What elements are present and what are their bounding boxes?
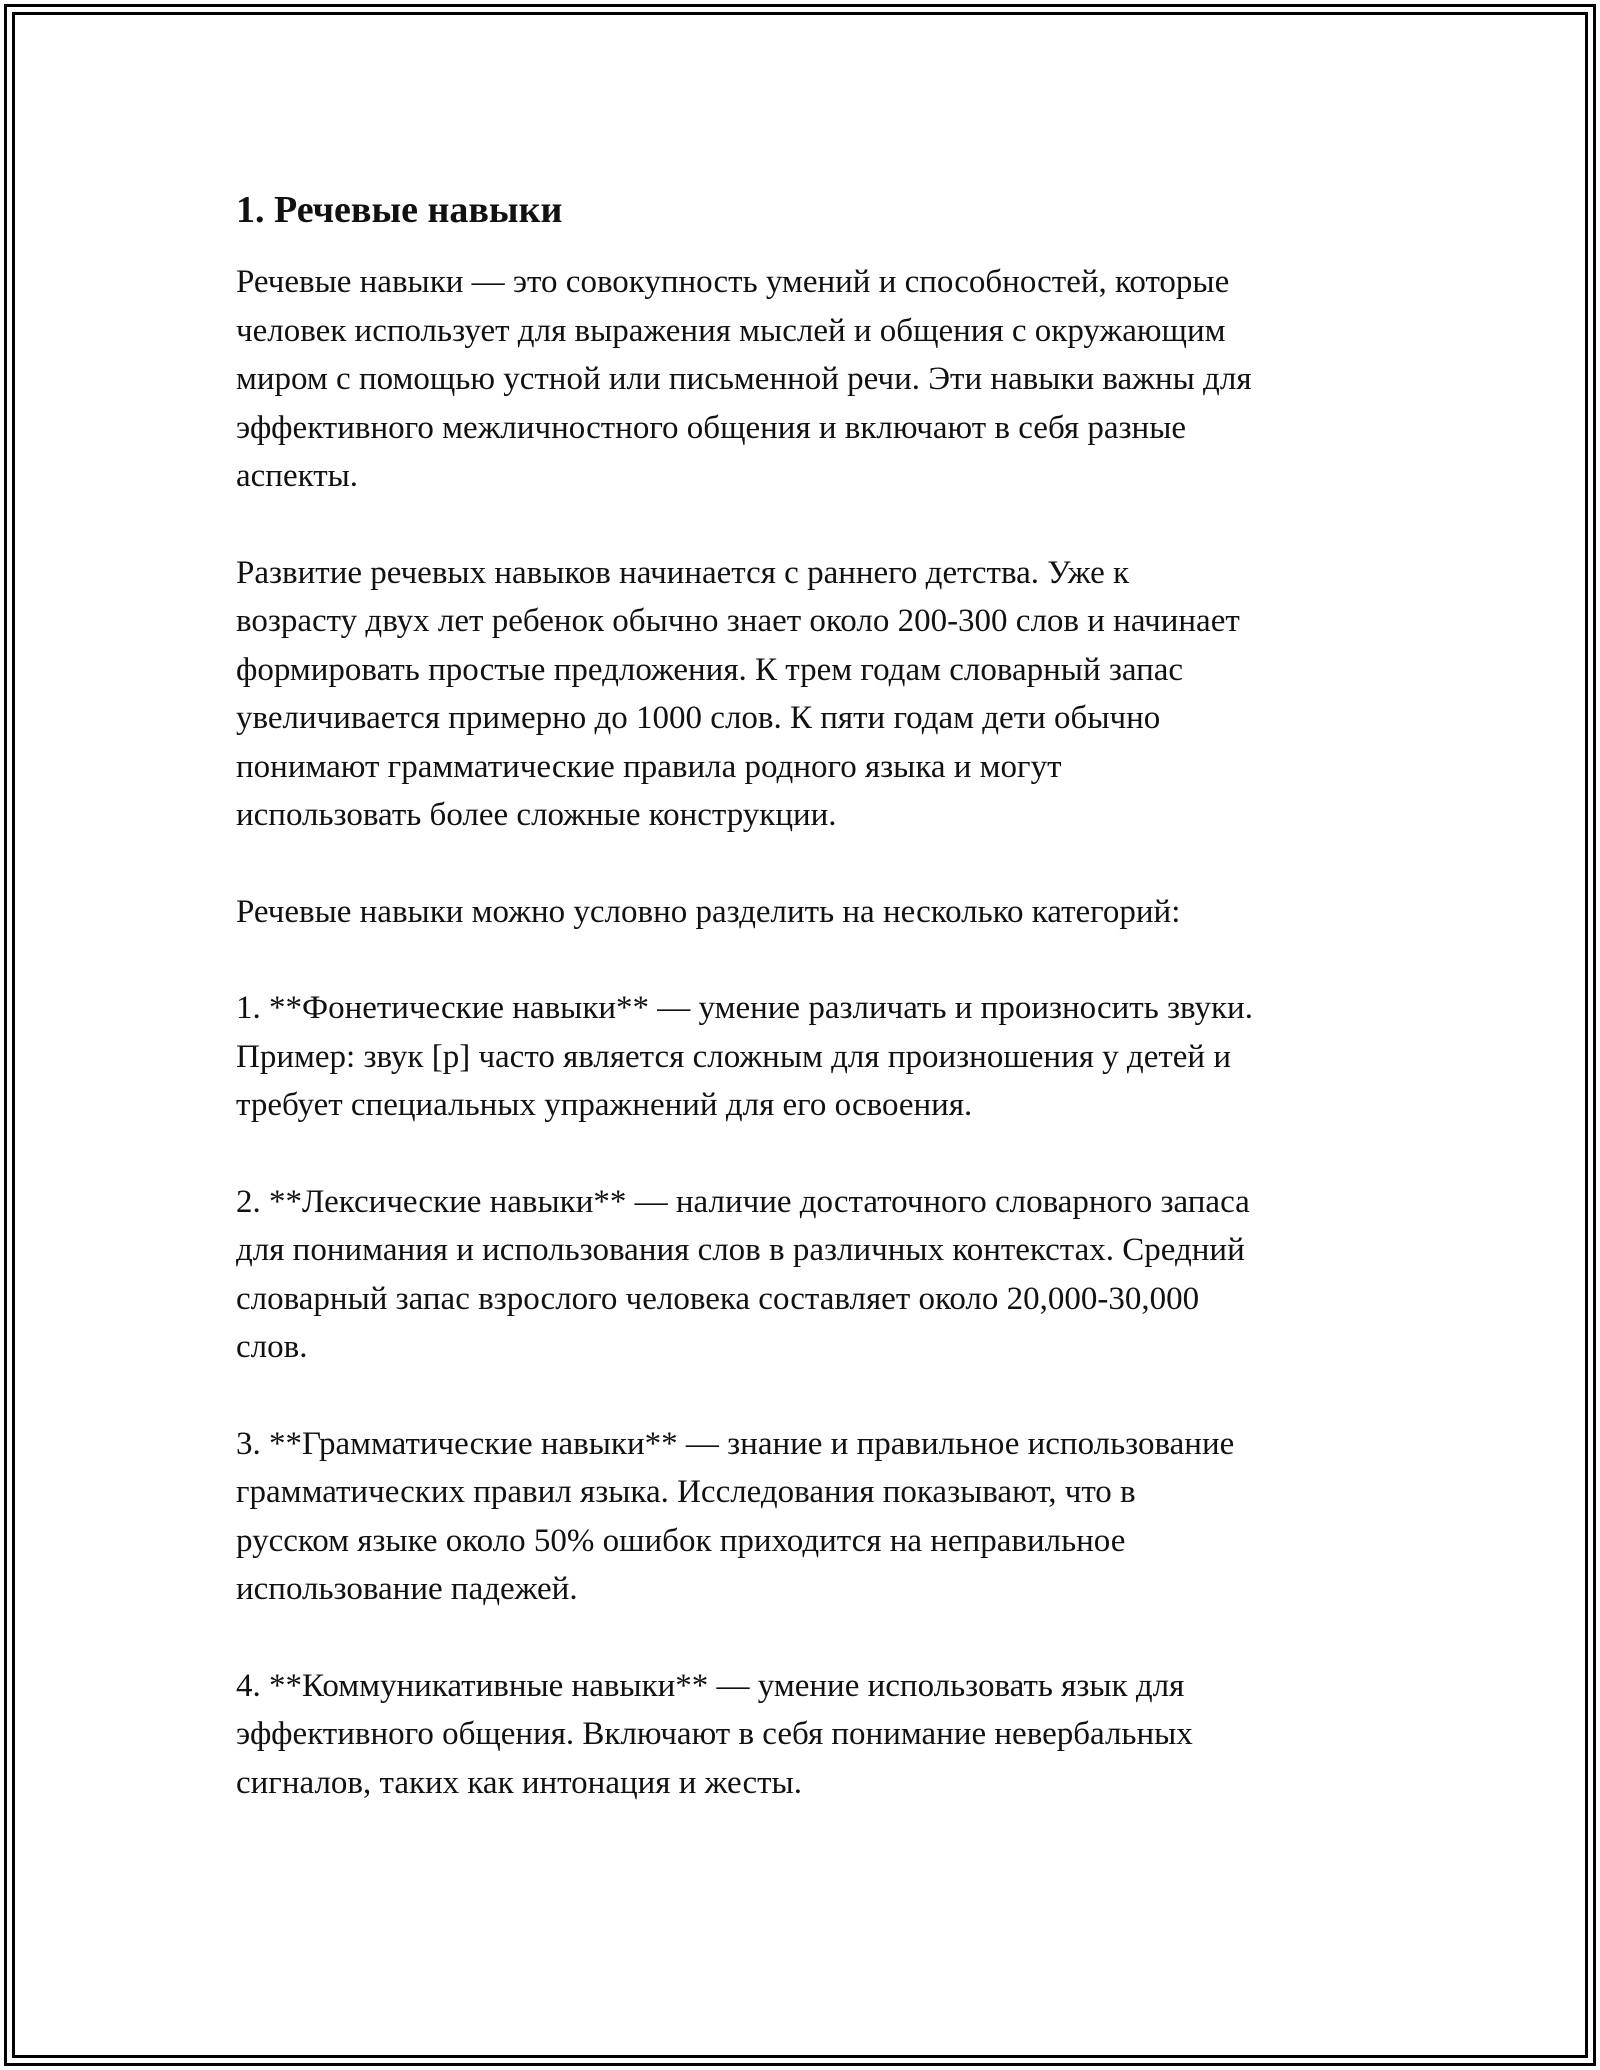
text-line: человек использует для выражения мыслей и общения с окружающим — [236, 312, 1226, 349]
text-line: миром с помощью устной или письменной речи. Эти навыки важны для — [236, 361, 1252, 397]
text-line: 1. **Фонетические навыки** — умение различать и произносить звуки. — [236, 990, 1253, 1026]
text-line: сигналов, таких как интонация и жесты. — [236, 1764, 802, 1801]
text-line: формировать простые предложения. К трем годам словарный запас — [236, 651, 1184, 688]
text-line: Пример: звук [р] часто является сложным для произношения у детей и — [236, 1038, 1231, 1075]
text-line: 4. **Коммуникативные навыки** — умение использовать язык для — [236, 1667, 1185, 1704]
text-line: словарный запас взрослого человека составляет около 20,000-30,000 — [236, 1280, 1200, 1317]
text-line: требует специальных упражнений для его освоения. — [236, 1087, 973, 1123]
text-line: эффективного межличностного общения и включают в себя разные — [236, 409, 1187, 446]
document-body — [236, 186, 1376, 1855]
section-heading: 1. Речевые навыки — [236, 189, 563, 231]
list-item-communicative — [236, 1662, 1376, 1808]
text-line: Речевые навыки можно условно разделить на несколько категорий: — [236, 893, 1181, 930]
text-line: использование падежей. — [236, 1571, 578, 1607]
paragraph-categories-intro — [236, 888, 1376, 937]
list-item-lexical — [236, 1178, 1376, 1372]
text-line: понимают грамматические правила родного языка и могут — [236, 748, 1062, 785]
text-line: русском языке около 50% ошибок приходится на неправильное — [236, 1522, 1126, 1559]
text-line: аспекты. — [236, 458, 359, 494]
text-line: Речевые навыки — это совокупность умений и способностей, которые — [236, 264, 1230, 300]
text-line: использовать более сложные конструкции. — [236, 797, 837, 833]
text-line: 3. **Грамматические навыки** — знание и правильное использование — [236, 1425, 1235, 1462]
paragraph-definition — [236, 258, 1376, 501]
text-line: Развитие речевых навыков начинается с раннего детства. Уже к — [236, 554, 1130, 591]
text-line: грамматических правил языка. Исследования показывают, что в — [236, 1474, 1136, 1510]
text-line: 2. **Лексические навыки** — наличие достаточного словарного запаса — [236, 1183, 1250, 1220]
list-item-phonetic — [236, 984, 1376, 1130]
text-line: увеличивается примерно до 1000 слов. К пяти годам дети обычно — [236, 700, 1161, 736]
text-line: слов. — [236, 1329, 308, 1365]
text-line: эффективного общения. Включают в себя понимание невербальных — [236, 1716, 1193, 1752]
list-item-grammatical — [236, 1420, 1376, 1614]
paragraph-development — [236, 549, 1376, 840]
text-line: для понимания и использования слов в различных контекстах. Средний — [236, 1232, 1245, 1268]
text-line: возрасту двух лет ребенок обычно знает около 200-300 слов и начинает — [236, 603, 1240, 639]
